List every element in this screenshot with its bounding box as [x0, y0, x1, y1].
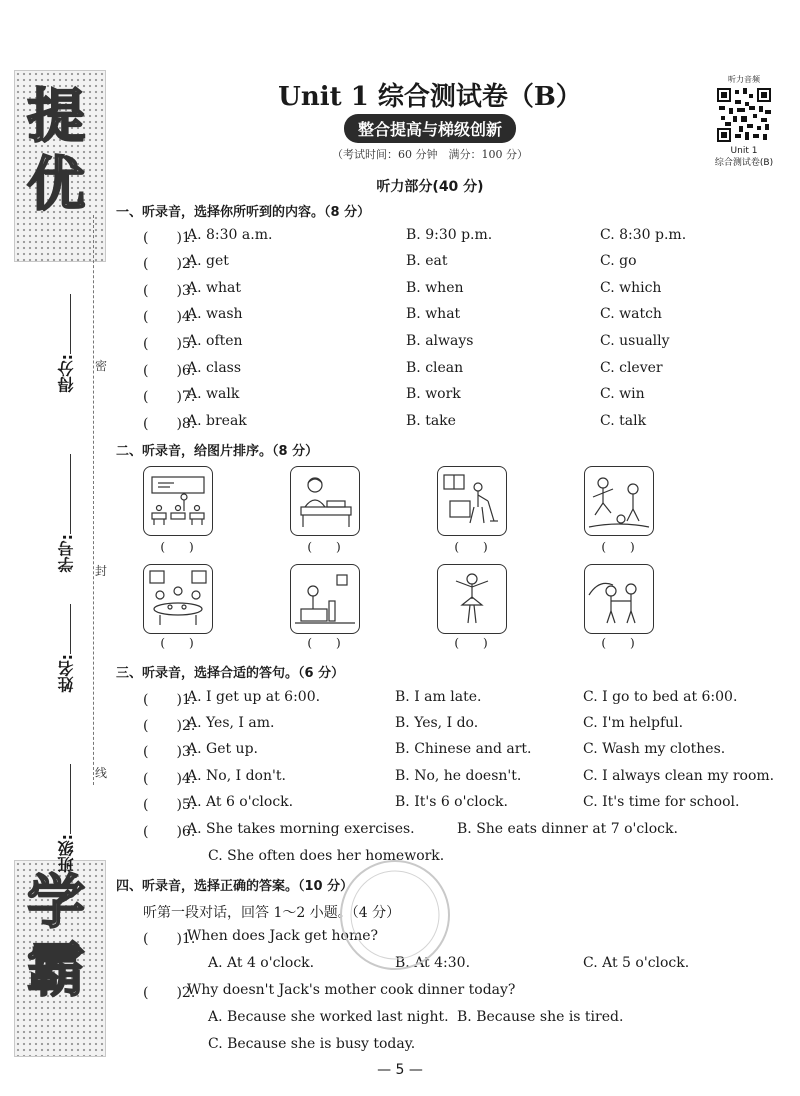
- option-b: B. I am late.: [395, 689, 482, 705]
- picture-cleaning-room: [437, 466, 507, 536]
- qr-label-test: 综合测试卷(B): [714, 158, 774, 168]
- exam-info: （考试时间：60 分钟 满分：100 分）: [332, 148, 528, 161]
- option-b: B. work: [406, 386, 461, 402]
- s3-answer-blank[interactable]: ( )5.: [143, 797, 196, 813]
- seal-mark-3: 线: [95, 762, 107, 783]
- option-b: B. It's 6 o'clock.: [395, 794, 508, 810]
- s4-question-2: [143, 982, 793, 1002]
- option-c: C. win: [600, 386, 645, 402]
- bottom-band-text: 学霸: [17, 871, 85, 1007]
- option-c: C. I'm helpful.: [583, 715, 684, 731]
- option-c: C. usually: [600, 333, 670, 349]
- student-id-label: 学号:: [57, 534, 76, 573]
- s3-question-2: [143, 715, 793, 735]
- option-a: A. At 6 o'clock.: [187, 794, 294, 810]
- option-a: A. Yes, I am.: [187, 715, 275, 731]
- picture-student-desk: [290, 466, 360, 536]
- question-text: Why doesn't Jack's mother cook dinner today?: [187, 982, 516, 998]
- option-c: C. Wash my clothes.: [583, 741, 726, 757]
- page-number: — 5 —: [377, 1062, 423, 1078]
- s1-answer-blank[interactable]: ( )6.: [143, 363, 196, 379]
- student-desk-illustration: [291, 467, 359, 535]
- student-id-field[interactable]: [55, 450, 85, 572]
- s3-q6-option-c: C. She often does her homework.: [208, 848, 445, 864]
- option-a: A. No, I don't.: [187, 768, 286, 784]
- s1-answer-blank[interactable]: ( )5.: [143, 336, 196, 352]
- name-label: 姓名:: [57, 654, 76, 693]
- s4-question-1: [143, 928, 793, 948]
- classroom-illustration: [144, 467, 212, 535]
- s1-question-5: [143, 333, 793, 353]
- page-title: Unit 1 综合测试卷（B）: [278, 82, 582, 112]
- section1-title: 一、听录音，选择你所听到的内容。（8 分）: [116, 205, 371, 220]
- option-a: A. get: [187, 253, 229, 269]
- option-c: C. It's time for school.: [583, 794, 740, 810]
- option-b: B. At 4:30.: [395, 955, 471, 971]
- s1-question-8: [143, 413, 793, 433]
- dancing-girl-illustration: [438, 565, 506, 633]
- s3-answer-blank[interactable]: ( )1.: [143, 692, 196, 708]
- s1-answer-blank[interactable]: ( )4.: [143, 309, 196, 325]
- option-c: C. clever: [600, 360, 663, 376]
- option-b: B. eat: [406, 253, 448, 269]
- picture-playing-football: [584, 466, 654, 536]
- name-field[interactable]: [55, 600, 85, 692]
- option-a: A. She takes morning exercises.: [187, 821, 415, 837]
- s1-answer-blank[interactable]: ( )3.: [143, 283, 196, 299]
- seal-line: [93, 215, 94, 785]
- bottom-band: [14, 860, 106, 1057]
- s2-answer-blank-8[interactable]: ( ): [601, 636, 635, 650]
- option-a: A. Because she worked last night.: [208, 1009, 449, 1025]
- qr-code-icon[interactable]: [715, 86, 773, 144]
- option-b: B. Yes, I do.: [395, 715, 479, 731]
- option-a: A. 8:30 a.m.: [187, 227, 273, 243]
- two-children-illustration: [585, 565, 653, 633]
- picture-classroom: [143, 466, 213, 536]
- option-b: B. when: [406, 280, 464, 296]
- option-c: C. I always clean my room.: [583, 768, 775, 784]
- option-b: B. what: [406, 306, 461, 322]
- option-a: A. what: [187, 280, 241, 296]
- option-b: B. 9:30 p.m.: [406, 227, 493, 243]
- s2-answer-blank-6[interactable]: ( ): [307, 636, 341, 650]
- class-label: 班级:: [57, 834, 76, 873]
- s1-answer-blank[interactable]: ( )7.: [143, 389, 196, 405]
- s3-answer-blank[interactable]: ( )4.: [143, 771, 196, 787]
- s3-question-4: [143, 768, 793, 788]
- option-a: A. class: [187, 360, 242, 376]
- option-c: C. watch: [600, 306, 662, 322]
- picture-family-dinner: [143, 564, 213, 634]
- s2-answer-blank-5[interactable]: ( ): [160, 636, 194, 650]
- option-a: A. I get up at 6:00.: [187, 689, 321, 705]
- part-title: 听力部分(40 分): [376, 179, 484, 195]
- washing-clothes-illustration: [291, 565, 359, 633]
- s2-answer-blank-4[interactable]: ( ): [601, 540, 635, 554]
- s3-question-3: [143, 741, 793, 761]
- option-c: C. which: [600, 280, 662, 296]
- option-b: B. Chinese and art.: [395, 741, 532, 757]
- option-a: A. walk: [187, 386, 240, 402]
- section4-title: 四、听录音，选择正确的答案。（10 分）: [116, 879, 354, 894]
- s3-answer-blank[interactable]: ( )6.: [143, 824, 196, 840]
- s1-question-2: [143, 253, 793, 273]
- section2-title: 二、听录音，给图片排序。（8 分）: [116, 444, 319, 459]
- option-a: A. Get up.: [187, 741, 258, 757]
- s3-question-1: [143, 689, 793, 709]
- subtitle-badge: 整合提高与梯级创新: [344, 114, 516, 143]
- option-c: C. go: [600, 253, 637, 269]
- option-b: B. clean: [406, 360, 464, 376]
- option-c: C. 8:30 p.m.: [600, 227, 687, 243]
- section3-title: 三、听录音，选择合适的答句。（6 分）: [116, 666, 345, 681]
- s3-answer-blank[interactable]: ( )2.: [143, 718, 196, 734]
- s1-question-1: [143, 227, 793, 247]
- score-label: 得分:: [57, 354, 76, 393]
- option-b: B. She eats dinner at 7 o'clock.: [457, 821, 678, 837]
- s1-answer-blank[interactable]: ( )2.: [143, 256, 196, 272]
- picture-washing-clothes: [290, 564, 360, 634]
- s4-instruction: 听第一段对话，回答 1～2 小题。（4 分）: [143, 905, 401, 921]
- s4-answer-blank[interactable]: ( )1.: [143, 931, 196, 947]
- picture-two-children: [584, 564, 654, 634]
- s3-question-5: [143, 794, 793, 814]
- s1-question-3: [143, 280, 793, 300]
- qr-code-block[interactable]: [708, 74, 780, 169]
- option-c: C. I go to bed at 6:00.: [583, 689, 738, 705]
- score-field[interactable]: [55, 290, 85, 392]
- s1-question-4: [143, 306, 793, 326]
- s1-question-7: [143, 386, 793, 406]
- option-b: B. Because she is tired.: [457, 1009, 624, 1025]
- s2-answer-blank-7[interactable]: ( ): [454, 636, 488, 650]
- s4-q2-options: [143, 1009, 793, 1029]
- qr-caption: 听力音频: [728, 75, 760, 84]
- s3-answer-blank[interactable]: ( )3.: [143, 744, 196, 760]
- s1-answer-blank[interactable]: ( )1.: [143, 230, 196, 246]
- option-a: A. wash: [187, 306, 243, 322]
- s2-answer-blank-2[interactable]: ( ): [307, 540, 341, 554]
- picture-dancing-girl: [437, 564, 507, 634]
- class-field[interactable]: [55, 760, 85, 872]
- s4-q2-option-c: C. Because she is busy today.: [208, 1036, 416, 1052]
- option-b: B. No, he doesn't.: [395, 768, 522, 784]
- s3-question-6: [143, 821, 793, 841]
- option-b: B. take: [406, 413, 456, 429]
- football-illustration: [585, 467, 653, 535]
- seal-mark-2: 封: [95, 560, 107, 581]
- option-c: C. talk: [600, 413, 647, 429]
- s4-q1-options: [143, 955, 793, 975]
- option-b: B. always: [406, 333, 474, 349]
- qr-label-unit: Unit 1: [730, 146, 758, 156]
- option-a: A. At 4 o'clock.: [208, 955, 315, 971]
- family-dinner-illustration: [144, 565, 212, 633]
- s1-question-6: [143, 360, 793, 380]
- s2-answer-blank-3[interactable]: ( ): [454, 540, 488, 554]
- s1-answer-blank[interactable]: ( )8.: [143, 416, 196, 432]
- top-band-text: 提优: [17, 85, 85, 221]
- seal-mark-1: 密: [95, 355, 107, 376]
- option-a: A. break: [187, 413, 247, 429]
- s4-answer-blank[interactable]: ( )2.: [143, 985, 196, 1001]
- question-text: When does Jack get home?: [187, 928, 379, 944]
- option-c: C. At 5 o'clock.: [583, 955, 690, 971]
- s2-answer-blank-1[interactable]: ( ): [160, 540, 194, 554]
- cleaning-room-illustration: [438, 467, 506, 535]
- option-a: A. often: [187, 333, 243, 349]
